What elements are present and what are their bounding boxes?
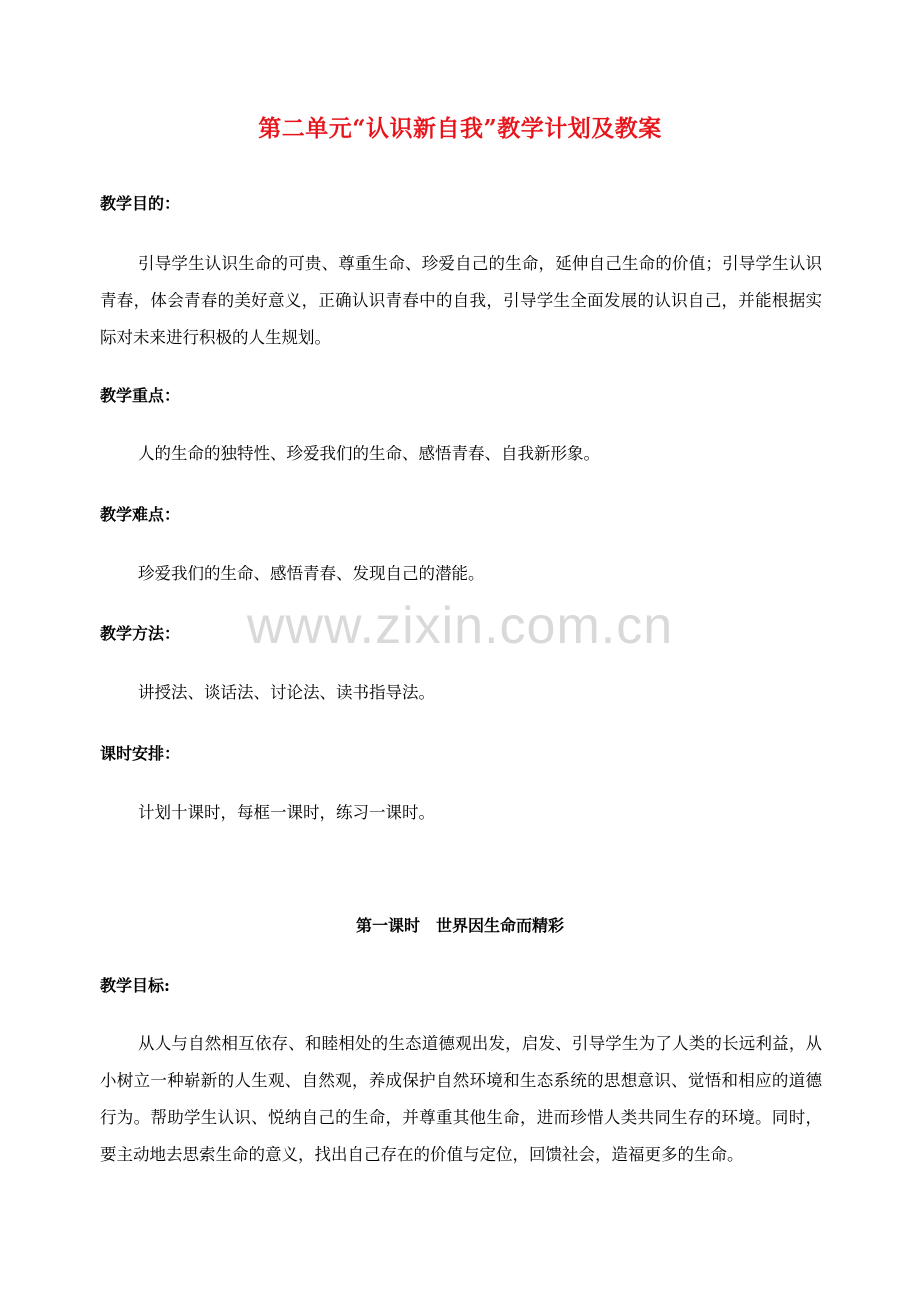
section-body-difficulties: 珍爱我们的生命、感悟青春、发现自己的潜能。	[138, 564, 485, 583]
section-body-methods: 讲授法、谈话法、讨论法、读书指导法。	[138, 683, 435, 702]
section-heading-schedule: 课时安排：	[100, 744, 181, 763]
section-heading-methods: 教学方法：	[100, 624, 181, 643]
section-body-purpose: 引导学生认识生命的可贵、尊重生命、珍爱自己的生命，延伸自己生命的价值；引导学生认识青春，体会青春的美好意义，正确认识青春中的自我，引导学生全面发展的认识自己，并能根据实际对未来进行积极的人生规划。	[100, 254, 822, 347]
document-title: 第二单元“认识新自我”教学计划及教案	[258, 115, 662, 142]
section-heading-purpose: 教学目的：	[100, 194, 181, 213]
section-heading-key-points: 教学重点：	[100, 386, 181, 405]
watermark-text: www.zixin.com.cn	[246, 597, 674, 655]
lesson-title: 第一课时 世界因生命而精彩	[355, 916, 564, 935]
lesson-body-objectives: 从人与自然相互依存、和睦相处的生态道德观出发，启发、引导学生为了人类的长远利益，从小树立一种崭新的人生观、自然观，养成保护自然环境和生态系统的思想意识、觉悟和相应的道德行为。帮助学生认识、悦纳自己的生命，并尊重其他生命，进而珍惜人类共同生存的环境。同时，要主动地去思索生命的意义，找出自己存在的价值与定位，回馈社会，造福更多的生命。	[100, 1034, 822, 1164]
lesson-heading-objectives: 教学目标:	[100, 976, 170, 995]
section-body-key-points: 人的生命的独特性、珍爱我们的生命、感悟青春、自我新形象。	[138, 444, 600, 463]
section-body-schedule: 计划十课时，每框一课时，练习一课时。	[138, 803, 435, 822]
section-heading-difficulties: 教学难点：	[100, 505, 181, 524]
